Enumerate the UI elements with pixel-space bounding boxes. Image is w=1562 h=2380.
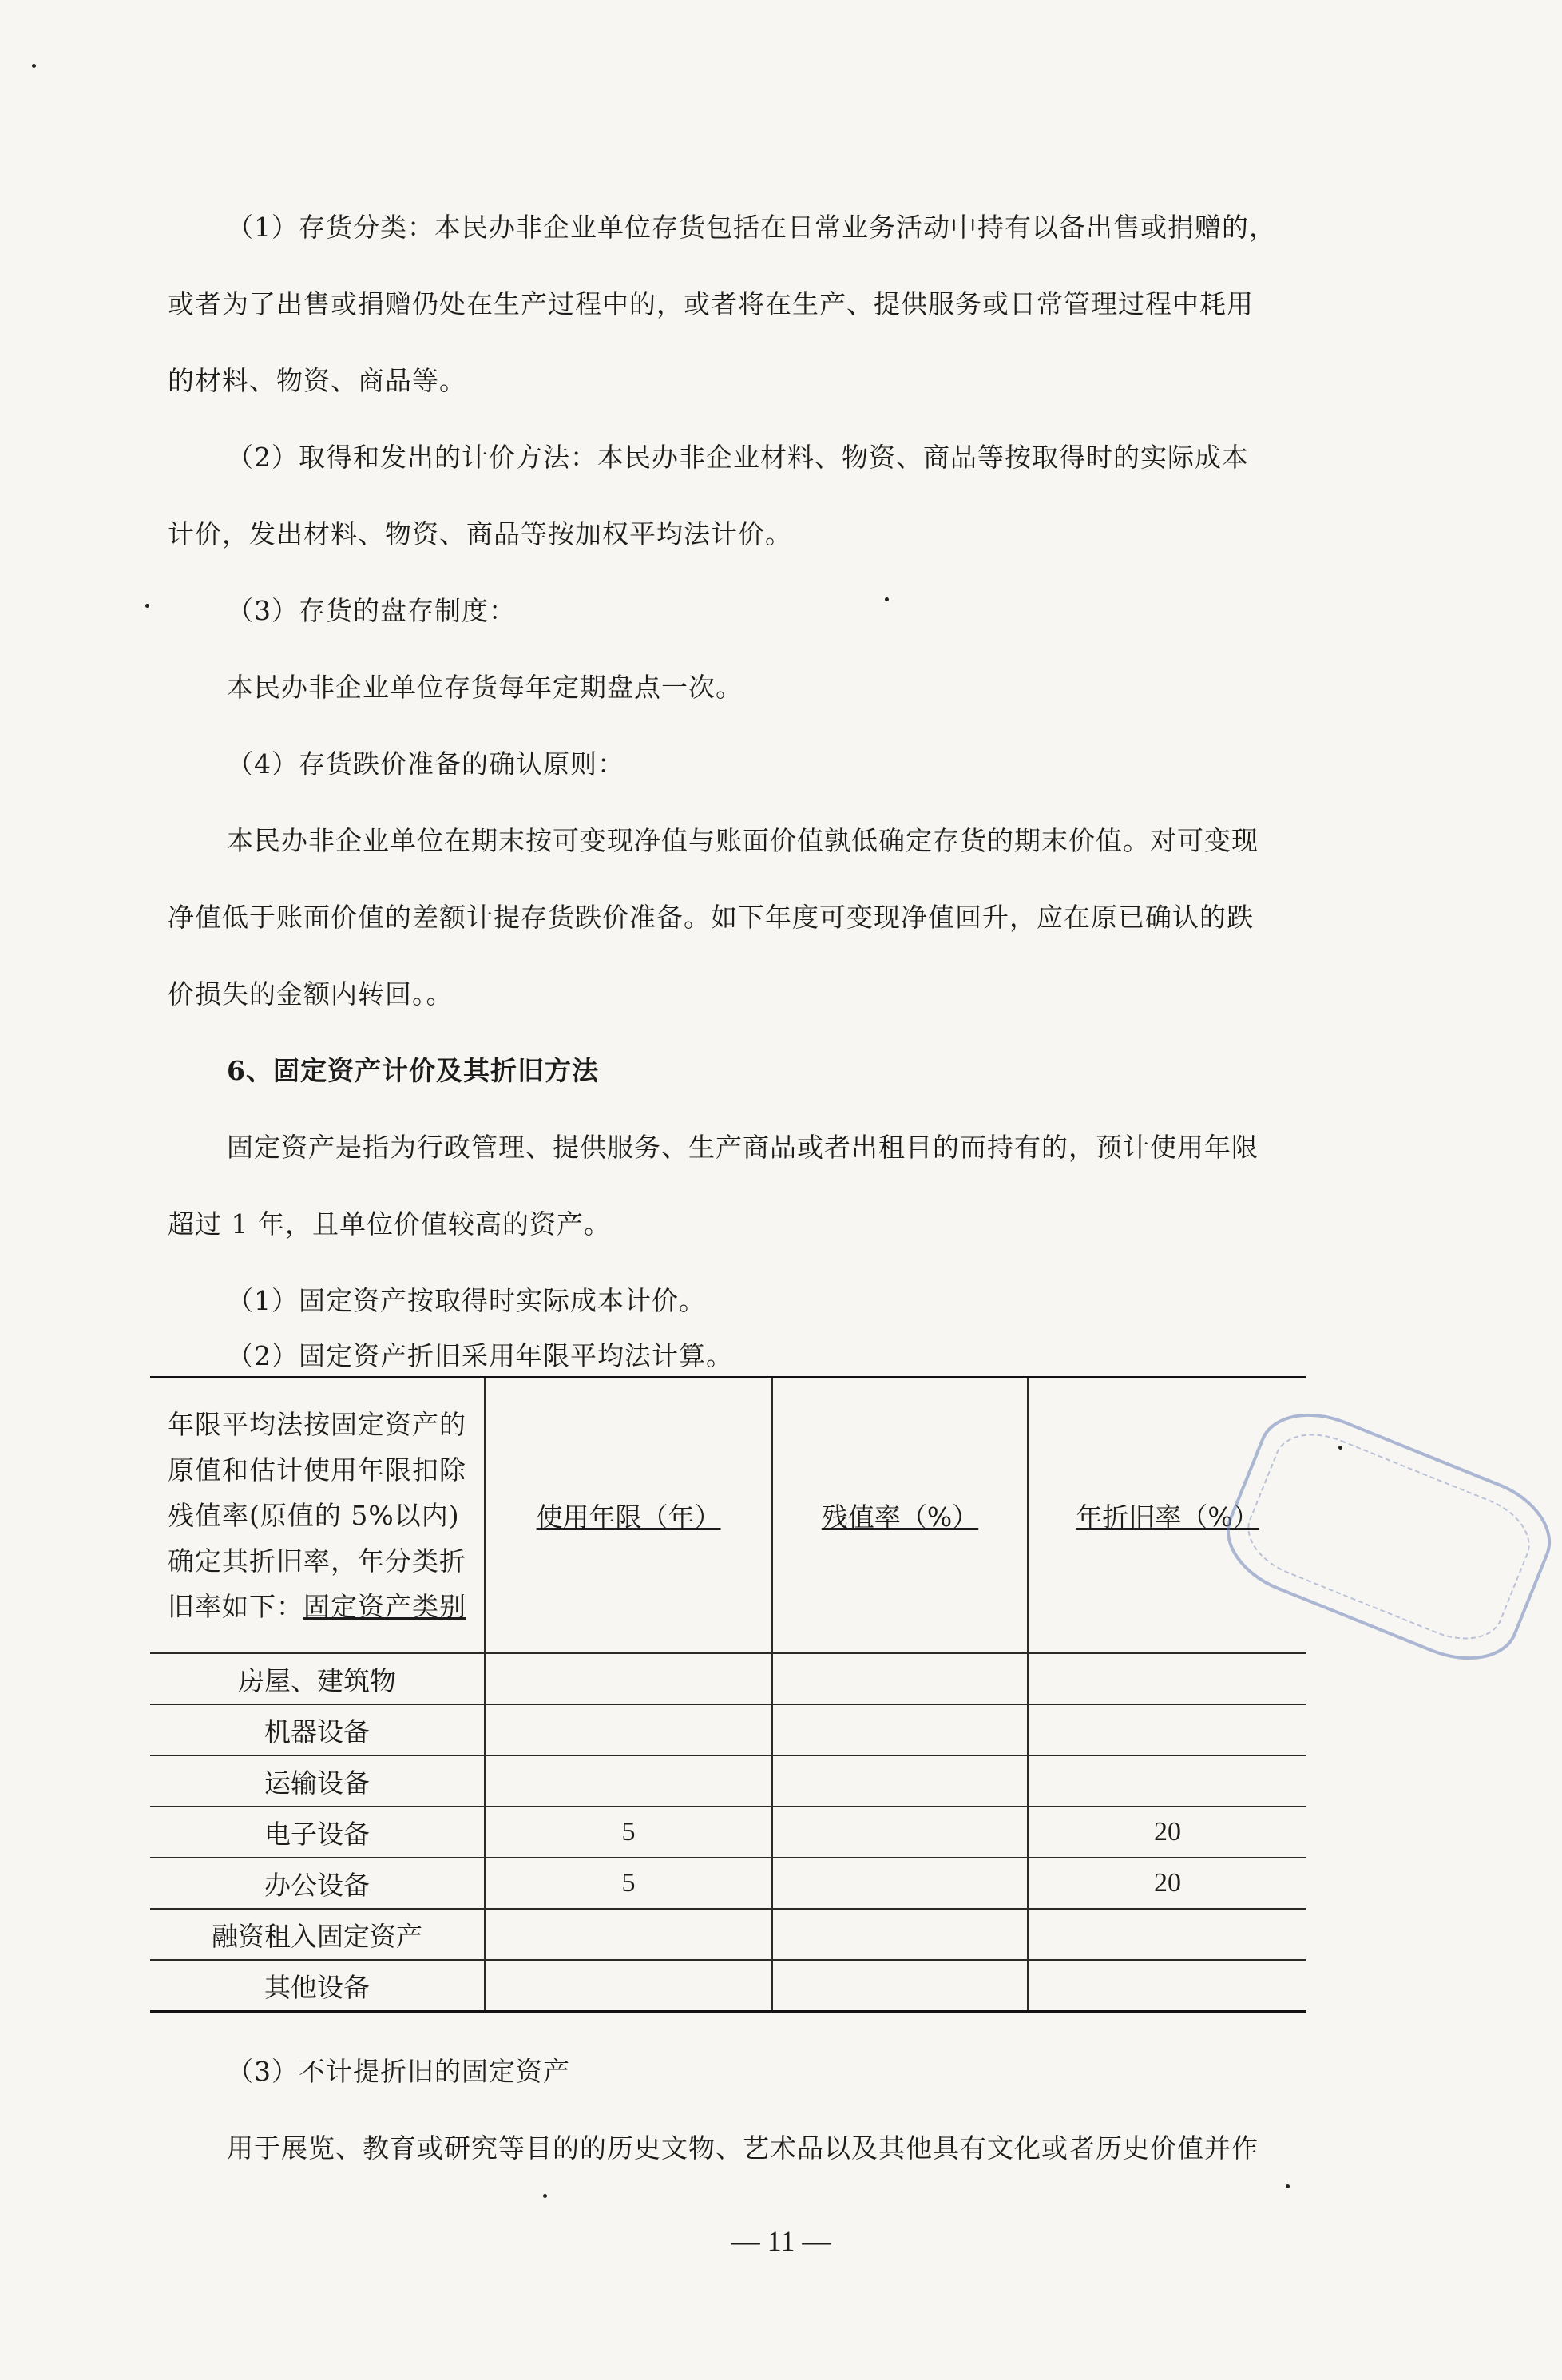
- column-header-residual-rate: 残值率（%）: [772, 1378, 1028, 1654]
- paragraph-line: 超过 1 年，且单位价值较高的资产。: [168, 1208, 611, 1240]
- paragraph-line: 价损失的金额内转回。。: [168, 978, 454, 1010]
- scan-speck: [885, 597, 889, 601]
- paragraph-inventory-system: （3）存货的盘存制度：: [227, 595, 516, 626]
- column-header-years: 使用年限（年）: [485, 1378, 772, 1654]
- paragraph-line: 的材料、物资、商品等。: [168, 365, 466, 396]
- table-header-description: 年限平均法按固定资产的原值和估计使用年限扣除残值率(原值的 5%以内)确定其折旧率，年分类折旧率如下：固定资产类别: [150, 1378, 485, 1654]
- paragraph-impairment-principle: （4）存货跌价准备的确认原则：: [227, 748, 624, 779]
- scan-speck: [32, 64, 36, 68]
- table-row: 运输设备: [150, 1755, 1306, 1807]
- table-row: 办公设备 5 20: [150, 1858, 1306, 1909]
- paragraph-cost-basis: （1）固定资产按取得时实际成本计价。: [227, 1285, 706, 1316]
- table-row: 电子设备 5 20: [150, 1807, 1306, 1858]
- paragraph-line: 净值低于账面价值的差额计提存货跌价准备。如下年度可变现净值回升，应在原已确认的跌: [168, 902, 1254, 933]
- paragraph-line: 或者为了出售或捐赠仍处在生产过程中的，或者将在生产、提供服务或日常管理过程中耗用: [168, 288, 1254, 319]
- scan-speck: [1338, 1446, 1342, 1450]
- paragraph-line: 用于展览、教育或研究等目的的历史文物、艺术品以及其他具有文化或者历史价值并作: [227, 2132, 1259, 2164]
- page-number: — 11 —: [731, 2225, 831, 2257]
- paragraph-line: 本民办非企业单位在期末按可变现净值与账面价值孰低确定存货的期末价值。对可变现: [227, 825, 1259, 856]
- paragraph-depreciation-method: （2）固定资产折旧采用年限平均法计算。: [227, 1340, 733, 1371]
- paragraph-fixed-asset-definition: 固定资产是指为行政管理、提供服务、生产商品或者出租目的而持有的，预计使用年限: [227, 1132, 1259, 1163]
- table-row: 机器设备: [150, 1704, 1306, 1755]
- paragraph-line: 计价，发出材料、物资、商品等按加权平均法计价。: [168, 518, 792, 549]
- paragraph-valuation-method: （2）取得和发出的计价方法：本民办非企业材料、物资、商品等按取得时的实际成本: [227, 442, 1249, 473]
- scan-speck: [1286, 2184, 1290, 2188]
- scan-speck: [543, 2194, 547, 2198]
- table-header-row: [150, 1378, 1306, 1654]
- depreciation-table: [150, 1376, 1306, 2013]
- paragraph-non-depreciated-assets: （3）不计提折旧的固定资产: [227, 2056, 570, 2087]
- paragraph-line: 本民办非企业单位存货每年定期盘点一次。: [227, 672, 743, 703]
- table-row: 融资租入固定资产: [150, 1909, 1306, 1960]
- section-heading-fixed-assets: 6、固定资产计价及其折旧方法: [227, 1055, 599, 1086]
- scan-speck: [145, 604, 149, 608]
- column-header-annual-rate: 年折旧率（%）: [1028, 1378, 1306, 1654]
- table-row: 房屋、建筑物: [150, 1653, 1306, 1704]
- table-row: 其他设备: [150, 1960, 1306, 2012]
- paragraph-inventory-classification: （1）存货分类：本民办非企业单位存货包括在日常业务活动中持有以备出售或捐赠的，: [227, 212, 1276, 243]
